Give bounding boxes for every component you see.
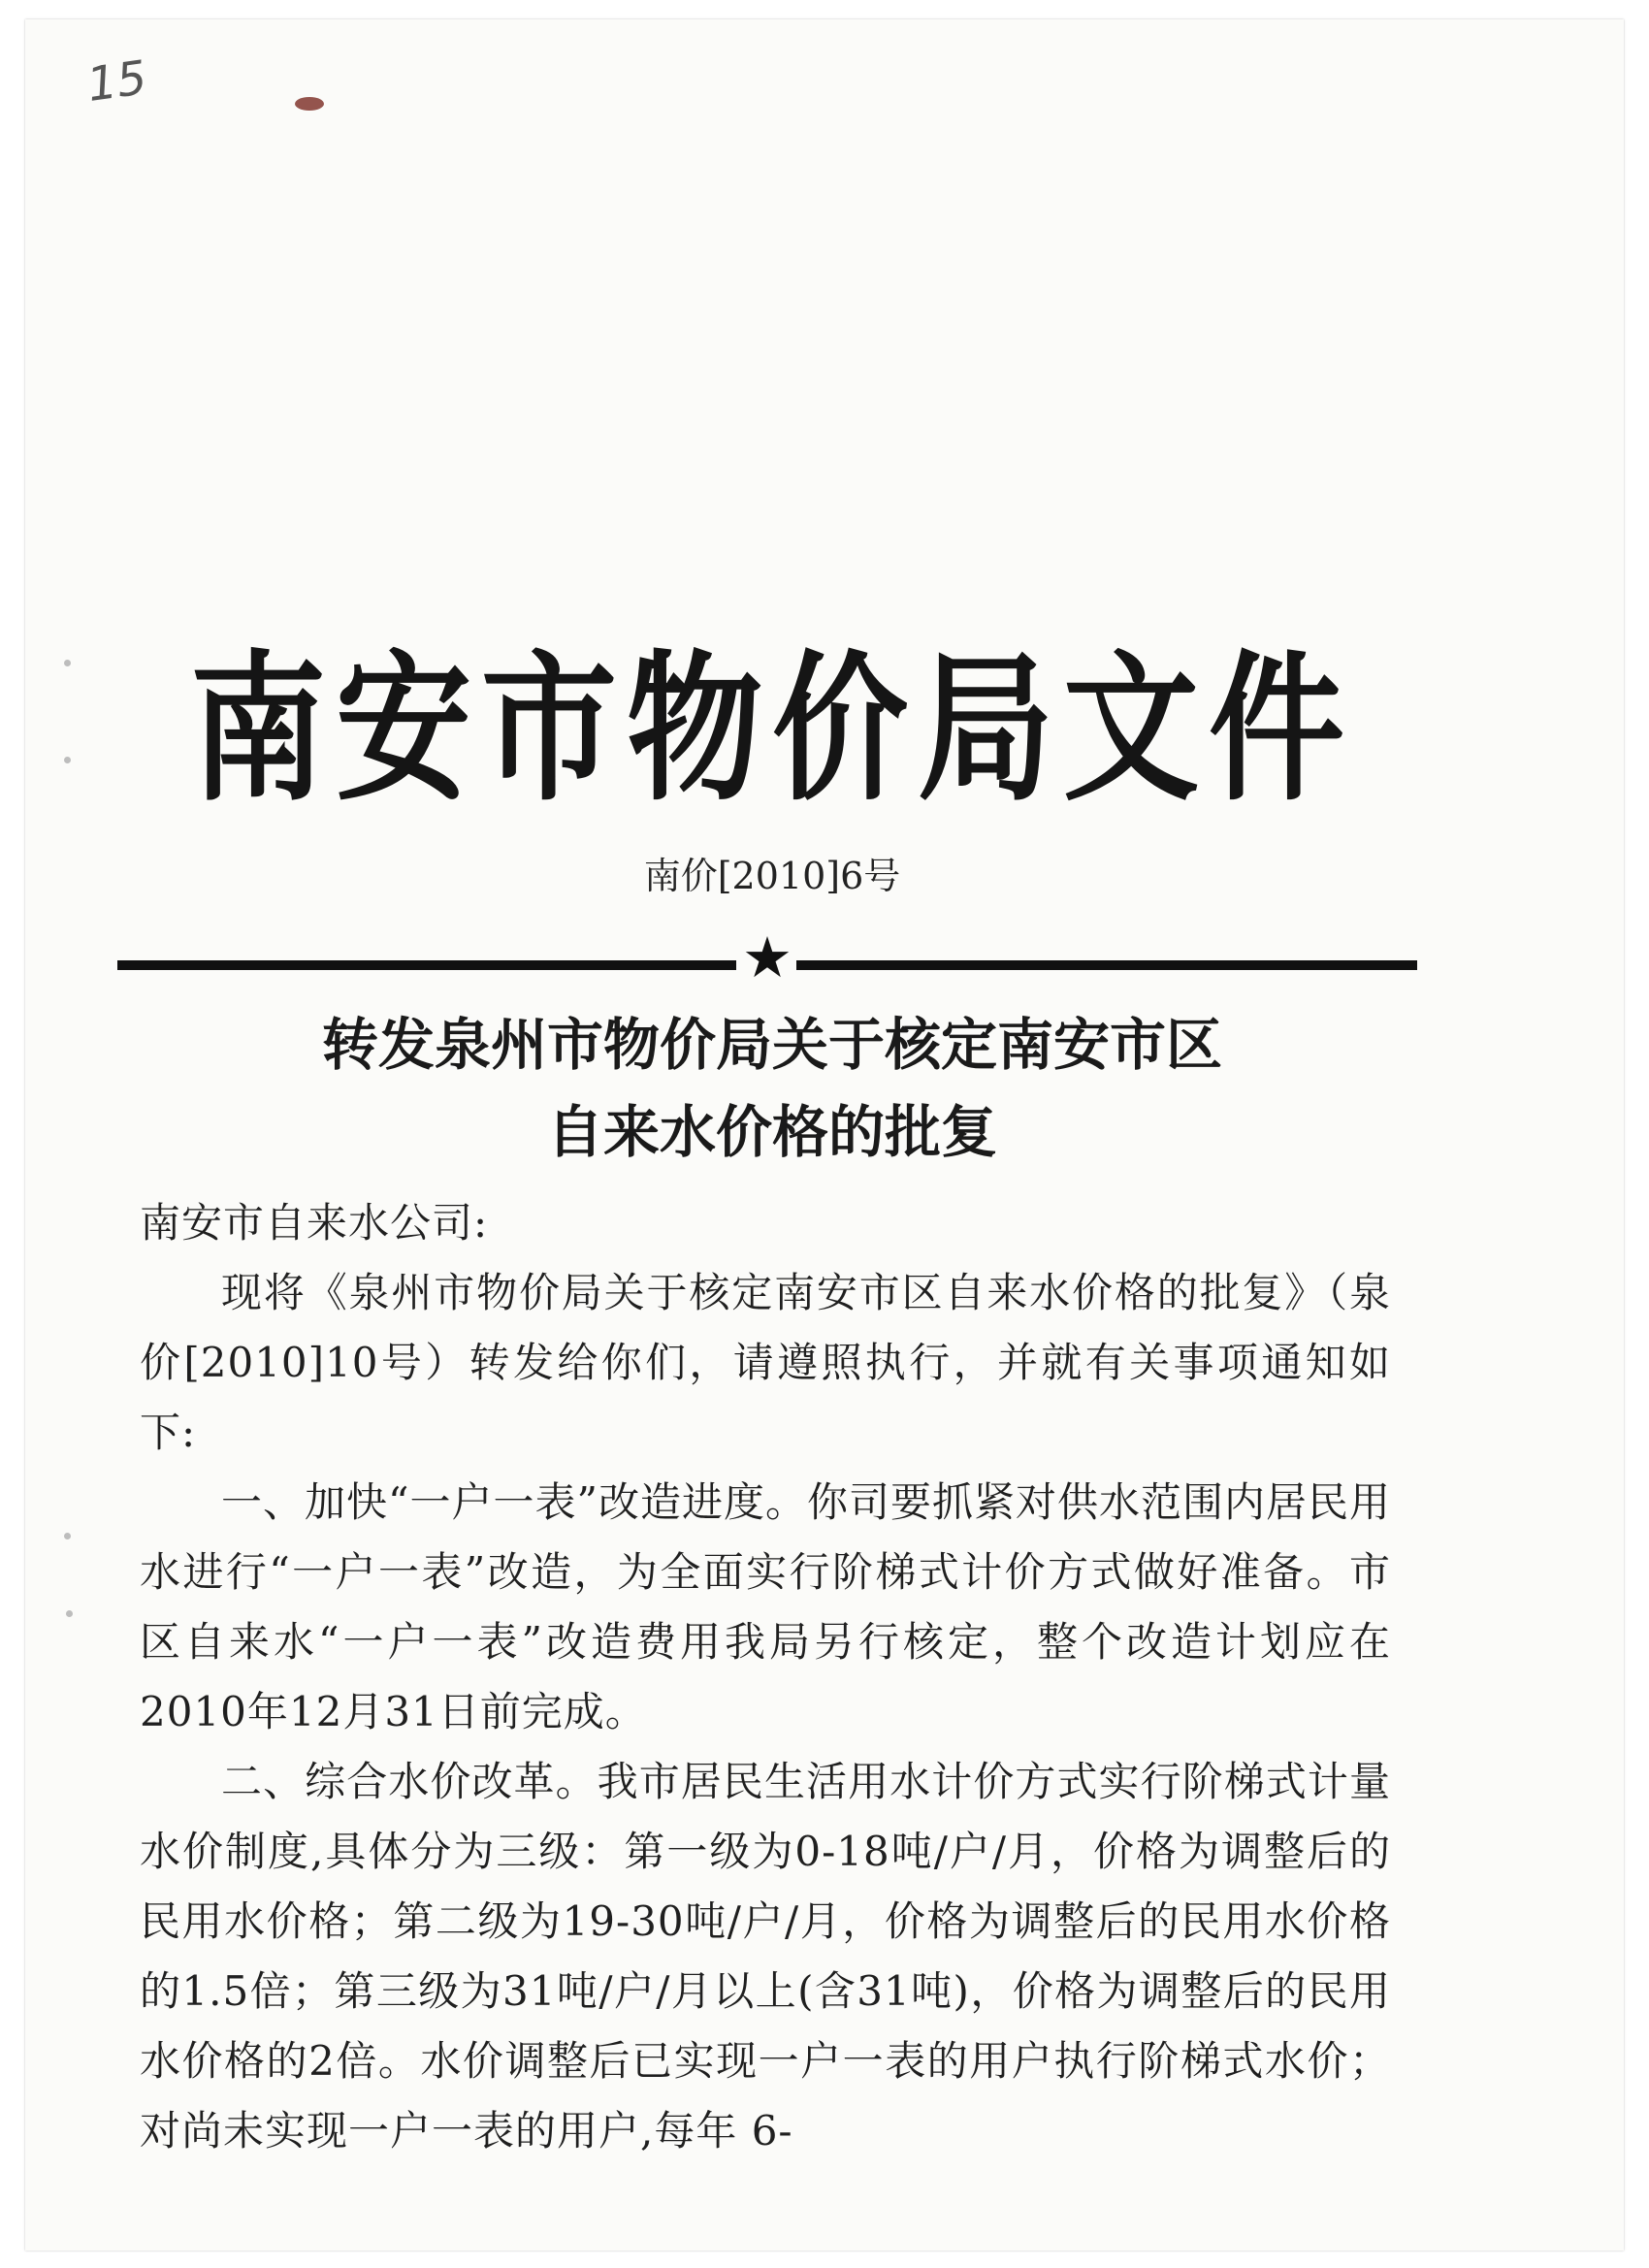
- separator-line-right: [796, 960, 1417, 970]
- separator-line-left: [117, 960, 736, 970]
- document-body: [140, 1188, 1391, 2166]
- document-title-line1: 转发泉州市物价局关于核定南安市区: [321, 1012, 1222, 1078]
- binding-hole: [64, 1533, 71, 1539]
- ink-spot: [295, 97, 324, 111]
- binding-hole: [66, 1610, 73, 1617]
- addressee: 南安市自来水公司:: [140, 1199, 489, 1247]
- intro-paragraph: 现将《泉州市物价局关于核定南安市区自来水价格的批复》（泉价[2010]10号）转发给你们，请遵照执行，并就有关事项通知如下:: [140, 1269, 1391, 1456]
- item-1-paragraph: 一、加快“一户一表”改造进度。你司要抓紧对供水范围内居民用水进行“一户一表”改造，为全面实行阶梯式计价方式做好准备。市区自来水“一户一表”改造费用我局另行核定，整个改造计划应在2010年12月31日前完成。: [140, 1478, 1391, 1735]
- agency-header-title: 南安市物价局文件: [189, 635, 1354, 824]
- page-number-handwritten: 15: [83, 50, 150, 113]
- item-2-paragraph: 二、综合水价改革。我市居民生活用水计价方式实行阶梯式计量水价制度,具体分为三级：第一级为0-18吨/户/月，价格为调整后的民用水价格；第二级为19-30吨/户/月，价格为调整后的民用水价格的1.5倍；第三级为31吨/户/月以上(含31吨)，价格为调整后的民用水价格的2倍。水价调整后已实现一户一表的用户执行阶梯式水价；对尚未实现一户一表的用户,每年 6-: [140, 1758, 1391, 2155]
- document-title-line2: 自来水价格的批复: [546, 1099, 997, 1165]
- star-icon: ★: [742, 924, 792, 990]
- document-page: [25, 19, 1624, 2251]
- document-number: 南价[2010]6号: [643, 855, 901, 897]
- header-separator: [117, 924, 1417, 990]
